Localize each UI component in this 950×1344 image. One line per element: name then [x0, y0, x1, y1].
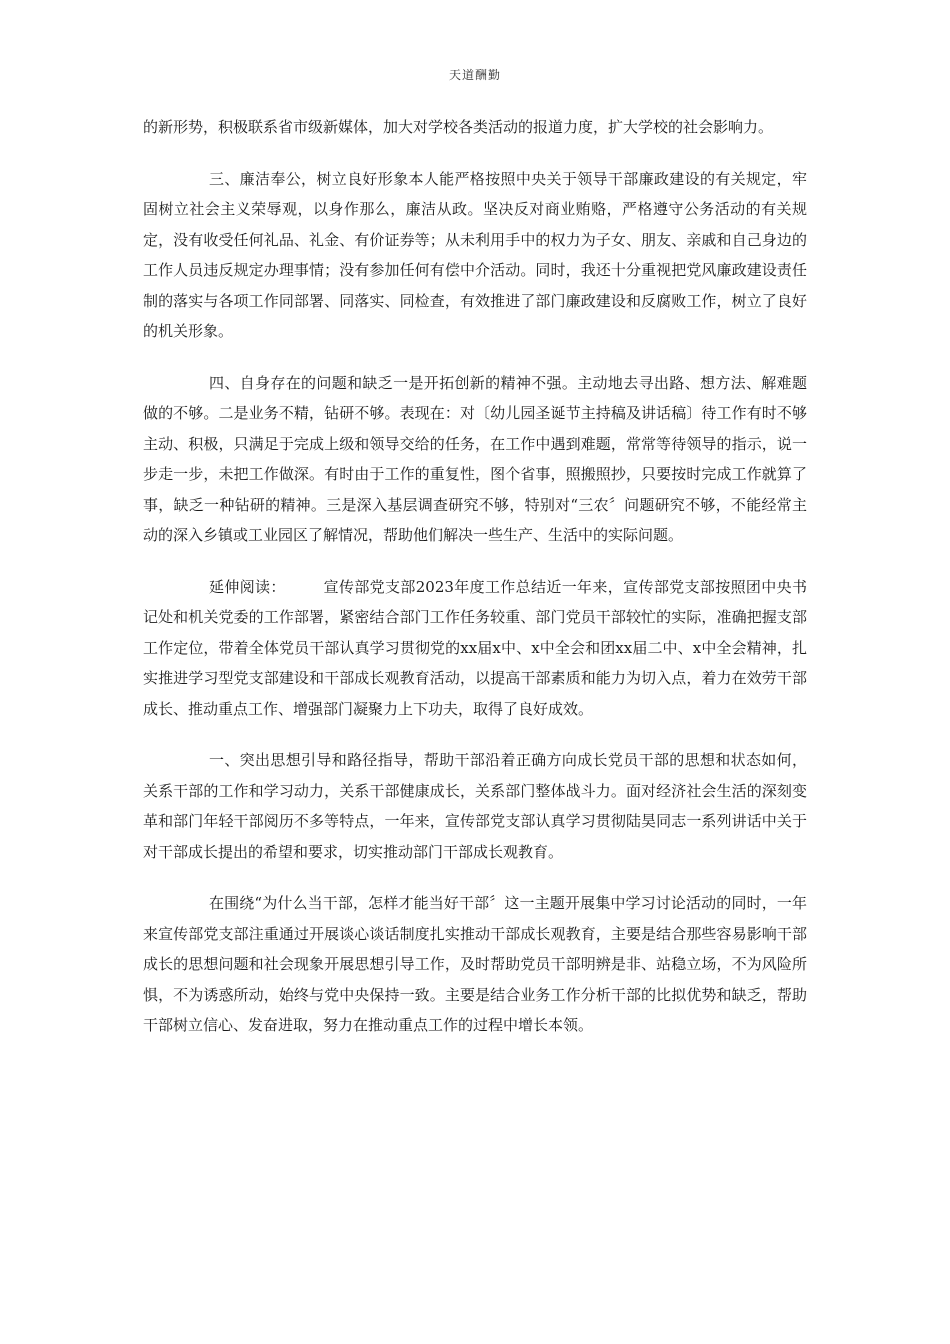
paragraph-section-three: 三、廉洁奉公，树立良好形象本人能严格按照中央关于领导干部廉政建设的有关规定，牢固树立社会主义荣辱观，以身作那么，廉洁从政。坚决反对商业贿赂，严格遵守公务活动的有关规定，没有收受任何礼品、礼金、有价证券等；从未利用手中的权力为子女、朋友、亲戚和自己身边的工作人员违反规定办理事情；没有参加任何有偿中介活动。同时，我还十分重视把党风廉政建设责任制的落实与各项工作同部署、同落实、同检查，有效推进了部门廉政建设和反腐败工作，树立了良好的机关形象。 — [143, 169, 807, 340]
extended-reading-label: 延伸阅读： — [209, 577, 286, 596]
paragraph-section-four: 四、自身存在的问题和缺乏一是开拓创新的精神不强。主动地去寻出路、想方法、解难题做的不够。二是业务不精，钻研不够。表现在：对〔幼儿园圣诞节主持稿及讲话稿〕待工作有时不够主动、积极，只满足于完成上级和领导交给的任务，在工作中遇到难题，常常等待领导的指示，说一步走一步，未把工作做深。有时由于工作的重复性，图个省事，照搬照抄，只要按时完成工作就算了事，缺乏一种钻研的精神。三是深入基层调查研究不够，特别对“三农〞问题研究不够，不能经常主动的深入乡镇或工业园区了解情况，帮助他们解决一些生产、生活中的实际问题。 — [143, 373, 807, 544]
paragraph-discussion: 在围绕“为什么当干部，怎样才能当好干部〞这一主题开展集中学习讨论活动的同时，一年来宣传部党支部注重通过开展谈心谈话制度扎实推动干部成长观教育，主要是结合那些容易影响干部成长的思想问题和社会现象开展思想引导工作，及时帮助党员干部明辨是非、站稳立场，不为风险所惧，不为诱惑所动，始终与党中央保持一致。主要是结合业务工作分析干部的比拟优势和缺乏，帮助干部树立信心、发奋进取，努力在推动重点工作的过程中增长本领。 — [143, 894, 807, 1034]
extended-reading-text: 宣传部党支部2023年度工作总结近一年来，宣传部党支部按照团中央书记处和机关党委的工作部署，紧密结合部门工作任务较重、部门党员干部较忙的实际，准确把握支部工作定位，带着全体党员干部认真学习贯彻党的xx届x中、x中全会和团xx届二中、x中全会精神，扎实推进学习型党支部建设和干部成长观教育活动，以提高干部素质和能力为切入点，着力在效劳干部成长、推动重点工作、增强部门凝聚力上下功夫，取得了良好成效。 — [143, 577, 807, 718]
document-body — [143, 112, 807, 1062]
paragraph-section-one: 一、突出思想引导和路径指导，帮助干部沿着正确方向成长党员干部的思想和状态如何，关系干部的工作和学习动力，关系干部健康成长，关系部门整体战斗力。面对经济社会生活的深刻变革和部门年轻干部阅历不多等特点，一年来，宣传部党支部认真学习贯彻陆昊同志一系列讲话中关于对干部成长提出的希望和要求，切实推动部门干部成长观教育。 — [143, 751, 807, 861]
paragraph-extended-reading — [143, 572, 807, 725]
page-header: 天道酬勤 — [448, 68, 501, 82]
paragraph-continuation: 的新形势，积极联系省市级新媒体，加大对学校各类活动的报道力度，扩大学校的社会影响力。 — [143, 118, 774, 136]
